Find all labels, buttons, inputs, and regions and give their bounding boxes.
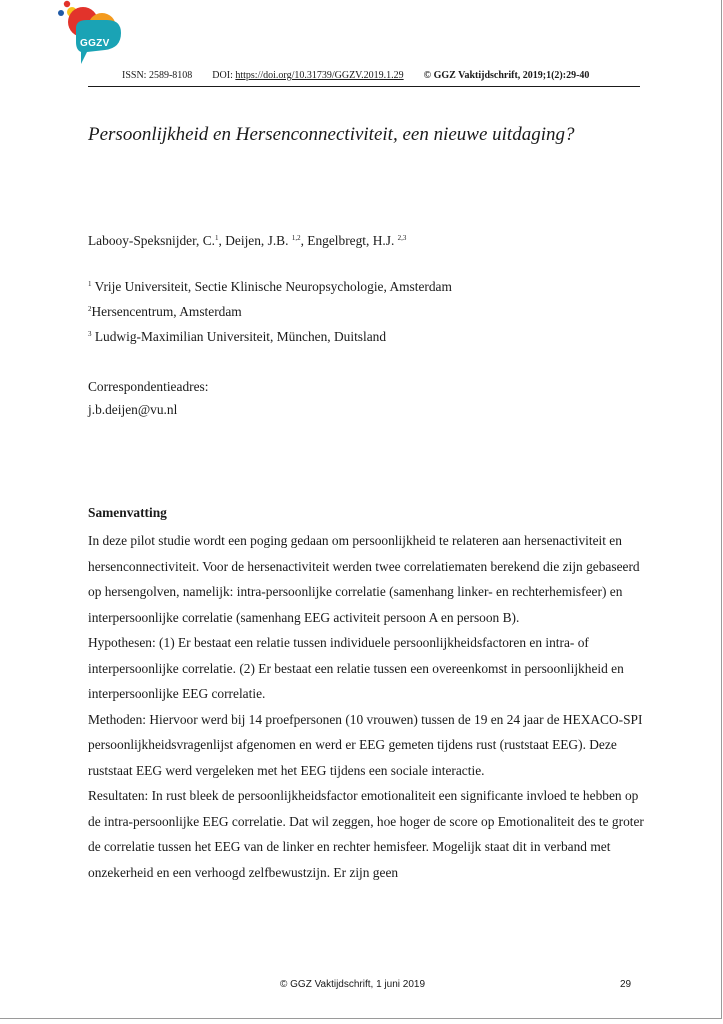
abstract-paragraph: Resultaten: In rust bleek de persoonlijkheidsfactor emotionaliteit een significante invloed te hebben op de intra-persoonlijke EEG correlatie. Dat wil zeggen, hoe hoger de score op Emotionaliteit des te groter de correlatie tussen het EEG van de linker en rechter hemisfeer. Mogelijk staat dit in verband met onzekerheid en een verhoogd zelfbewustzijn. Er zijn geen xyxy=(88,788,644,880)
abstract-body xyxy=(88,528,648,885)
ggzv-logo xyxy=(57,0,127,68)
affiliation-sup: 2 xyxy=(88,305,92,313)
page-number: 29 xyxy=(620,979,632,990)
author-name: Engelbregt, H.J. xyxy=(307,233,395,248)
author-sup: 2,3 xyxy=(397,234,407,242)
correspondence-label: Correspondentieadres: xyxy=(88,379,209,394)
doi-label: DOI: xyxy=(212,70,233,81)
journal-header xyxy=(122,70,589,81)
affiliation-sup: 1 xyxy=(88,280,92,288)
article-title: Persoonlijkheid en Hersenconnectiviteit, een nieuwe uitdaging? xyxy=(88,124,575,145)
author-list: Labooy-Speksnijder, C.$^1$, Deijen, J.B. $^{1,2}$, Engelbregt, H.J. $^{2,3}$ xyxy=(88,233,407,248)
journal-citation: © GGZ Vaktijdschrift, 2019;1(2):29-40 xyxy=(423,70,590,81)
author-name: Deijen, J.B. xyxy=(225,233,289,248)
author-name: Labooy-Speksnijder, C. xyxy=(88,233,216,248)
abstract-paragraph: Methoden: Hiervoor werd bij 14 proefpersonen (10 vrouwen) tussen de 19 en 24 jaar de HEXACO-SPI persoonlijkheidsvragenlijst afgenomen en werd er EEG gemeten tijdens rust (ruststaat EEG). Deze ruststaat EEG werd vergeleken met het EEG tijdens een sociale interactie. xyxy=(88,711,643,778)
abstract-paragraph: In deze pilot studie wordt een poging gedaan om persoonlijkheid te relateren aan hersenactiviteit en hersenconnectiviteit. Voor de hersenactiviteit werden twee correlatiematen berekend die zijn gebaseerd op hersengolven, namelijk: intra-persoonlijke correlatie (samenhang linker- en rechterhemisfeer) en interpersoonlijke correlatie (samenhang EEG activiteit persoon A en persoon B). xyxy=(88,533,640,625)
doi-link[interactable]: https://doi.org/10.31739/GGZV.2019.1.29 xyxy=(235,70,404,81)
author-sup: 1,2 xyxy=(291,234,301,242)
affiliation-text: Ludwig-Maximilian Universiteit, München, Duitsland xyxy=(94,329,387,344)
affiliation-text: Hersencentrum, Amsterdam xyxy=(91,304,242,319)
author-sup: 1 xyxy=(215,234,219,242)
affiliation-sup: 3 xyxy=(88,330,92,338)
footer-copyright: © GGZ Vaktijdschrift, 1 juni 2019 xyxy=(280,979,426,990)
issn: ISSN: 2589-8108 xyxy=(122,70,193,81)
correspondence-email[interactable]: j.b.deijen@vu.nl xyxy=(88,402,178,417)
header-rule xyxy=(88,86,640,87)
affiliation xyxy=(88,279,452,295)
abstract-paragraph: Hypothesen: (1) Er bestaat een relatie tussen individuele persoonlijkheidsfactoren en intra- of interpersoonlijke correlatie. (2) Er bestaat een relatie tussen een overeenkomst in persoonlijkheid en interpersoonlijke EEG correlatie. xyxy=(88,635,624,701)
logo-text: GGZV xyxy=(80,38,110,49)
affiliation xyxy=(88,304,242,320)
affiliation xyxy=(88,329,386,345)
abstract-heading: Samenvatting xyxy=(88,505,167,520)
affiliation-text: Vrije Universiteit, Sectie Klinische Neuropsychologie, Amsterdam xyxy=(94,279,452,294)
